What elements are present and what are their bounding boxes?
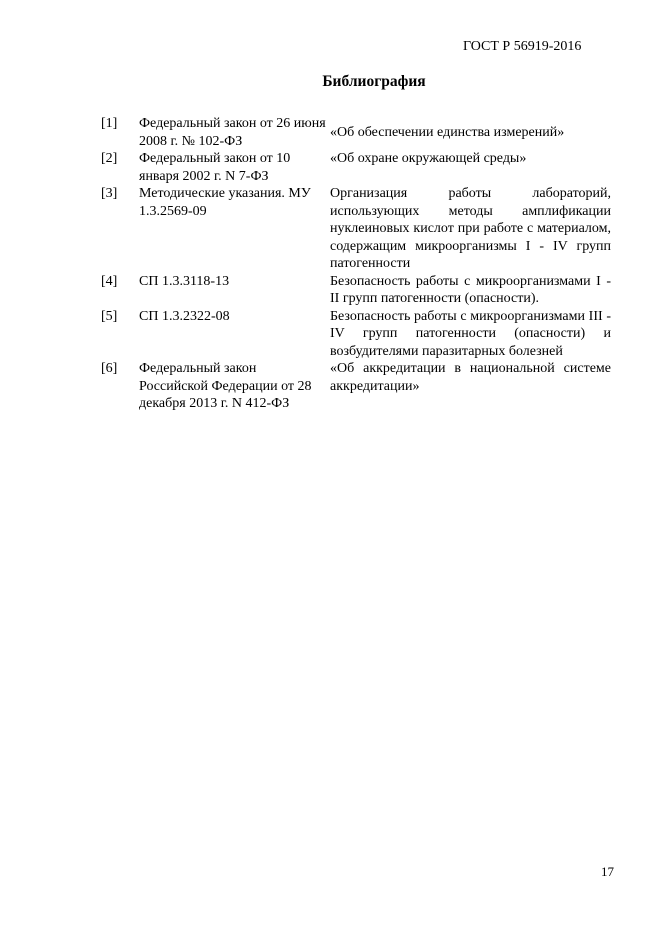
entry-number: [5] (101, 308, 118, 324)
entry-title: Организация работы лабораторий, использующих методы амплификации нуклеиновых кислот при работе с материалом, содержащим микроорганизмы I - IV групп патогенности (330, 186, 611, 271)
entry-number: [6] (101, 361, 118, 376)
bibliography-entry (101, 150, 611, 185)
bibliography-entry (101, 185, 611, 273)
bibliography-entry (101, 115, 611, 150)
document-standard-header: ГОСТ Р 56919-2016 (463, 39, 582, 54)
bibliography-entry (101, 360, 611, 413)
entry-document: СП 1.3.2322-08 (139, 308, 230, 324)
entry-title: «Об аккредитации в национальной системе аккредитации» (330, 361, 611, 394)
entry-document: Федеральный закон от 10 января 2002 г. N 7-ФЗ (139, 151, 291, 184)
entry-document: Методические указания. МУ 1.3.2569-09 (139, 186, 311, 219)
entry-number: [1] (101, 116, 118, 131)
bibliography-title: Библиография (322, 73, 426, 90)
entry-number: [2] (101, 151, 118, 166)
page-number: 17 (601, 864, 614, 879)
entry-title: Безопасность работы с микроорганизмами III - IV групп патогенности (опасности) и возбудителями паразитарных болезней (330, 308, 611, 359)
entry-title: Безопасность работы с микроорганизмами I - II групп патогенности (опасности). (330, 273, 611, 306)
entry-title: «Об обеспечении единства измерений» (330, 124, 565, 140)
entry-document: Федеральный закон Российской Федерации от 28 декабря 2013 г. N 412-ФЗ (139, 361, 312, 411)
entry-document: Федеральный закон от 26 июня 2008 г. № 102-ФЗ (139, 116, 326, 149)
entry-title: «Об охране окружающей среды» (330, 151, 527, 166)
entry-document: СП 1.3.3118-13 (139, 273, 230, 289)
entry-number: [3] (101, 186, 118, 201)
bibliography-table (101, 115, 611, 413)
bibliography-entry (101, 273, 611, 308)
bibliography-entry (101, 308, 611, 361)
entry-number: [4] (101, 273, 118, 289)
